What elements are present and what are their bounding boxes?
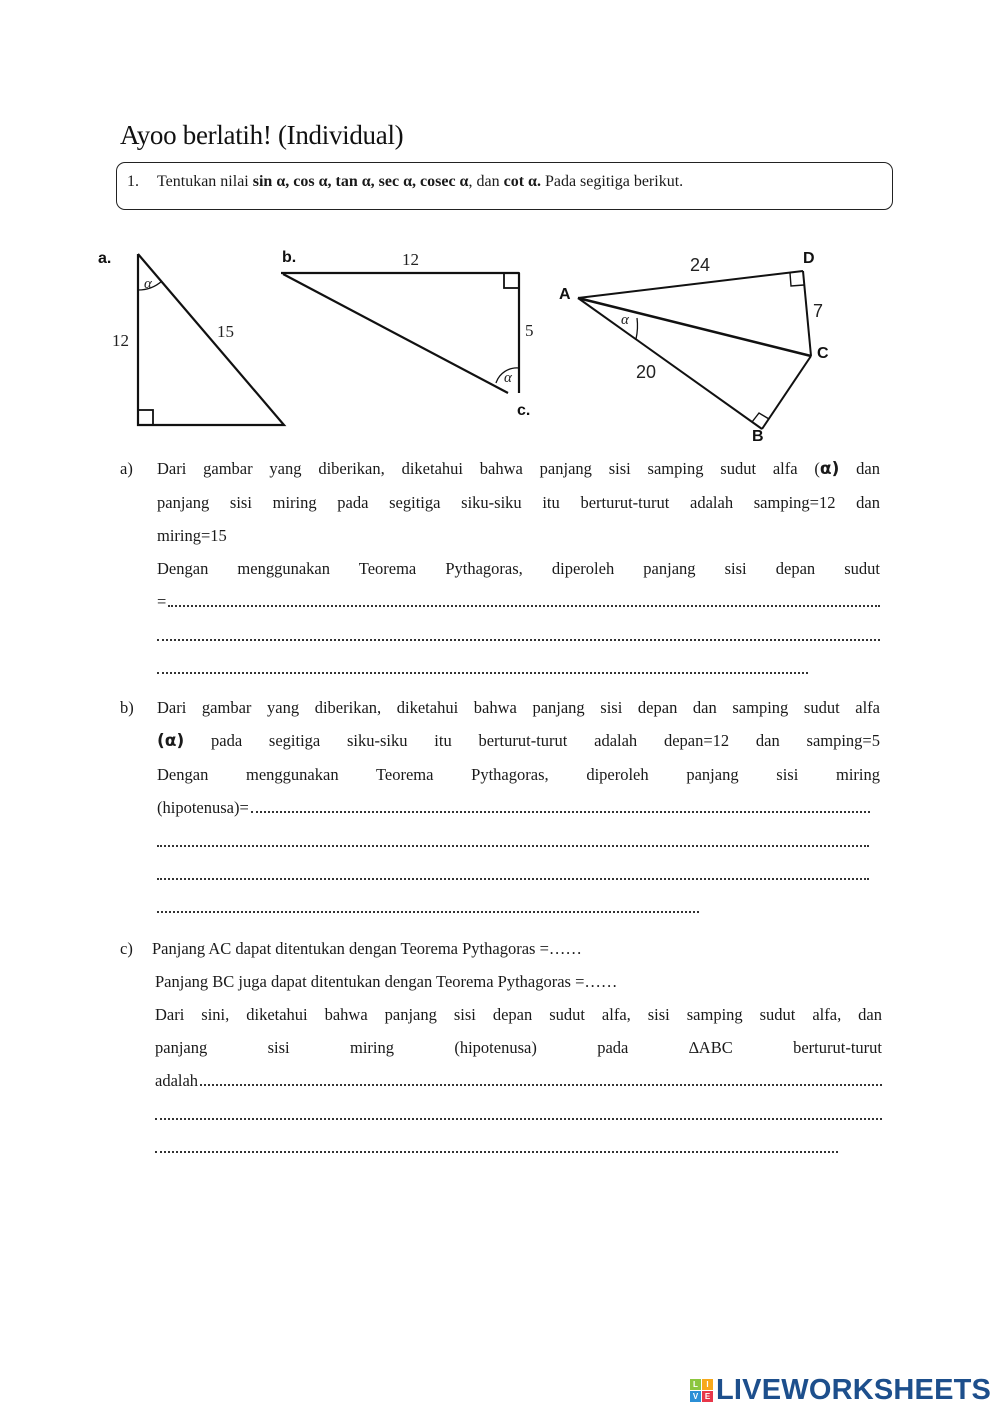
part-b-line-2 bbox=[157, 724, 880, 758]
vertex-b-label: B bbox=[752, 428, 764, 445]
triangles-drawing bbox=[0, 230, 1000, 460]
question-text-suffix: Pada segitiga berikut. bbox=[540, 173, 684, 190]
side-ab-20: 20 bbox=[636, 362, 657, 382]
equals-sign: = bbox=[157, 592, 167, 611]
figure-a-alpha: α bbox=[144, 276, 152, 292]
figure-b-corner-label: c. bbox=[517, 402, 531, 419]
part-c-answer-line-3[interactable] bbox=[155, 1130, 838, 1163]
part-c-marker: c) bbox=[120, 939, 133, 958]
alpha-symbol: (α) bbox=[157, 731, 185, 751]
worksheet-title: Ayoo berlatih! (Individual) bbox=[120, 120, 404, 150]
part-b-answer-line-3[interactable] bbox=[157, 857, 869, 890]
vertex-d-label: D bbox=[803, 250, 815, 267]
question-text-mid: , dan bbox=[468, 173, 504, 190]
part-b-line-2-text: pada segitiga siku-siku itu berturut-turut adalah depan=12 dan samping=5 bbox=[184, 731, 880, 750]
figure-b-alpha: α bbox=[504, 370, 512, 386]
triangle-figures bbox=[0, 230, 1000, 460]
live-icon bbox=[690, 1379, 713, 1402]
question-text bbox=[157, 173, 683, 209]
quadrilateral-abcd bbox=[578, 271, 811, 429]
part-c bbox=[120, 932, 882, 1163]
part-b-line-3: Dengan menggunakan Teorema Pythagoras, diperoleh panjang sisi miring bbox=[157, 765, 880, 784]
alpha-symbol: α) bbox=[819, 459, 840, 479]
part-a-answer-line-3[interactable] bbox=[157, 651, 808, 684]
logo-text: LIVEWORKSHEETS bbox=[716, 1374, 992, 1406]
hipotenusa-label: (hipotenusa)= bbox=[157, 798, 249, 817]
answer-blank[interactable] bbox=[200, 1074, 882, 1086]
figure-b-side-5: 5 bbox=[525, 321, 534, 340]
side-dc-7: 7 bbox=[813, 301, 824, 321]
side-ad-24: 24 bbox=[690, 255, 711, 275]
question-text-prefix: Tentukan nilai bbox=[157, 173, 253, 190]
vertex-a-label: A bbox=[559, 286, 571, 303]
part-c-line-2: Panjang BC juga dapat ditentukan dengan Teorema Pythagoras =…… bbox=[155, 972, 618, 991]
part-c-line-3: Dari sini, diketahui bahwa panjang sisi depan sudut alfa, sisi samping sudut alfa, dan bbox=[155, 1005, 882, 1024]
part-a bbox=[120, 452, 880, 684]
logo-letter-i: I bbox=[702, 1379, 713, 1390]
logo-letter-v: V bbox=[690, 1391, 701, 1402]
part-a-marker: a) bbox=[120, 459, 133, 478]
figure-a-hypotenuse-15: 15 bbox=[217, 322, 234, 341]
trig-functions: sin α, cos α, tan α, sec α, cosec α bbox=[252, 173, 469, 190]
part-a-line-1-end: dan bbox=[839, 459, 880, 478]
part-b bbox=[120, 691, 880, 923]
part-c-answer-line-2[interactable] bbox=[155, 1097, 882, 1130]
part-a-answer-line-2[interactable] bbox=[157, 618, 880, 651]
part-a-line-4: Dengan menggunakan Teorema Pythagoras, diperoleh panjang sisi depan sudut bbox=[157, 559, 880, 578]
triangle-a bbox=[138, 254, 284, 425]
adalah-label: adalah bbox=[155, 1071, 199, 1090]
logo-letter-e: E bbox=[702, 1391, 713, 1402]
answer-blank[interactable] bbox=[251, 801, 870, 813]
part-b-line-1: Dari gambar yang diberikan, diketahui bahwa panjang sisi depan dan samping sudut alfa bbox=[157, 698, 880, 717]
part-c-line-1: Panjang AC dapat ditentukan dengan Teorema Pythagoras =…… bbox=[152, 939, 582, 958]
part-b-answer-line-1[interactable] bbox=[157, 791, 880, 824]
figure-c-alpha: α bbox=[621, 312, 629, 328]
trig-function-cot: cot α. bbox=[503, 173, 541, 190]
figure-b-label: b. bbox=[282, 249, 297, 266]
part-c-answer-line-1[interactable] bbox=[155, 1064, 882, 1097]
part-a-answer-line-1[interactable] bbox=[157, 585, 880, 618]
part-a-line-2: panjang sisi miring pada segitiga siku-siku itu berturut-turut adalah samping=12 dan bbox=[157, 493, 880, 512]
part-b-marker: b) bbox=[120, 698, 134, 717]
answer-blank[interactable] bbox=[168, 595, 880, 607]
figure-a-side-12: 12 bbox=[112, 331, 129, 350]
triangle-b bbox=[281, 273, 519, 393]
question-box bbox=[116, 162, 893, 210]
part-a-line-3: miring=15 bbox=[157, 526, 227, 545]
logo-letter-l: L bbox=[690, 1379, 701, 1390]
liveworksheets-logo bbox=[690, 1374, 991, 1407]
question-number: 1. bbox=[127, 173, 139, 190]
part-a-line-1 bbox=[157, 452, 880, 486]
part-b-answer-line-4[interactable] bbox=[157, 890, 699, 923]
figure-a-label: a. bbox=[98, 250, 112, 267]
part-c-line-4: panjang sisi miring (hipotenusa) pada ∆ABC berturut-turut bbox=[155, 1038, 882, 1057]
figure-b-side-12: 12 bbox=[402, 250, 419, 269]
part-b-answer-line-2[interactable] bbox=[157, 824, 869, 857]
vertex-c-label: C bbox=[817, 345, 829, 362]
part-a-line-1-text: Dari gambar yang diberikan, diketahui bahwa panjang sisi samping sudut alfa ( bbox=[157, 459, 820, 478]
